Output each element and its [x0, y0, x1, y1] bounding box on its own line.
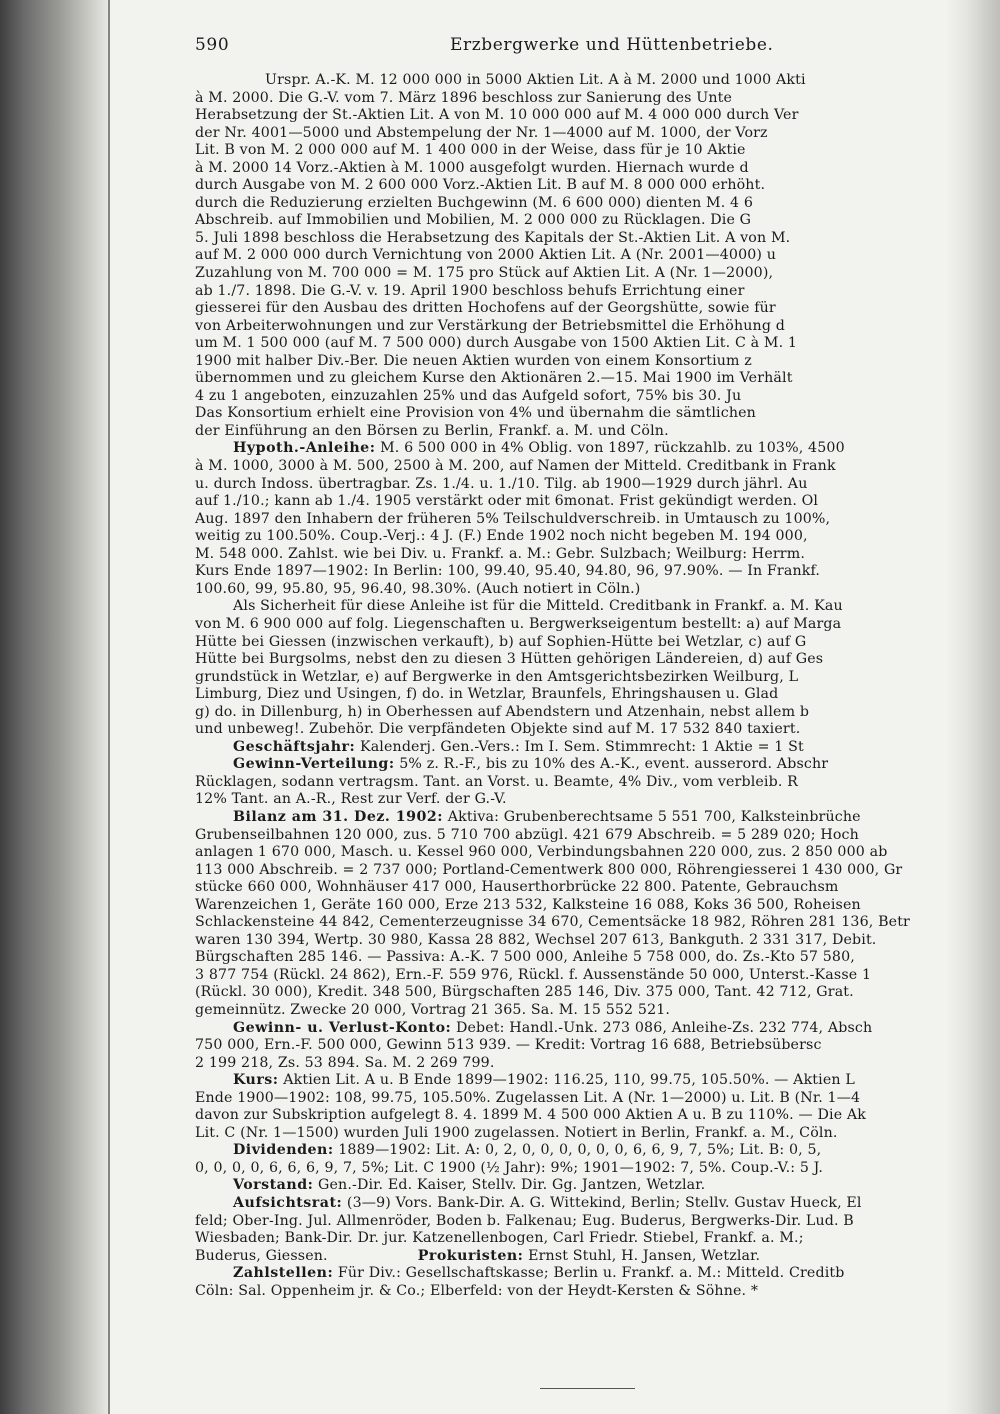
text-line: [195, 493, 985, 511]
line-text: um M. 1 500 000 (auf M. 7 500 000) durch Ausgabe von 1500 Aktien Lit. C à M. 1: [195, 335, 798, 352]
text-line: [195, 862, 985, 880]
text-line: [195, 1020, 985, 1038]
section-heading: Dividenden:: [233, 1142, 334, 1159]
text-line: [195, 651, 985, 669]
text-line: [195, 949, 985, 967]
text-line: [195, 984, 985, 1002]
text-line: [195, 791, 985, 809]
text-line: [195, 177, 985, 195]
line-text: Herabsetzung der St.-Aktien Lit. A von M. 10 000 000 auf M. 4 000 000 durch Ver: [195, 107, 799, 124]
text-line: [195, 125, 985, 143]
text-line: [195, 967, 985, 985]
text-line: [195, 1265, 985, 1283]
line-text: M. 6 500 000 in 4% Oblig. von 1897, rückzahlb. zu 103%, 4500: [375, 440, 845, 457]
section-heading: Aufsichtsrat:: [233, 1195, 343, 1211]
text-line: [195, 195, 985, 213]
line-text: Ende 1900—1902: 108, 99.75, 105.50%. Zugelassen Lit. A (Nr. 1—2000) u. Lit. B (Nr. 1—4: [195, 1089, 861, 1106]
text-line: [195, 476, 985, 494]
text-line: [195, 1142, 985, 1160]
line-text: Für Div.: Gesellschaftskasse; Berlin u. Frankf. a. M.: Mitteld. Creditb: [333, 1265, 845, 1282]
line-text: durch Ausgabe von M. 2 600 000 Vorz.-Aktien Lit. B auf M. 8 000 000 erhöht.: [195, 177, 766, 194]
line-text: von Arbeiterwohnungen und zur Verstärkung der Betriebsmittel die Erhöhung d: [195, 317, 785, 334]
text-line: [195, 90, 985, 108]
section-heading: Geschäftsjahr:: [233, 738, 356, 755]
section-heading: Zahlstellen:: [233, 1265, 334, 1282]
line-text: durch die Reduzierung erzielten Buchgewinn (M. 6 600 000) dienten M. 4 6: [195, 194, 754, 211]
text-line: [195, 370, 985, 388]
text-line: [195, 844, 985, 862]
line-text: Bürgschaften 285 146. — Passiva: A.-K. 7 500 000, Anleihe 5 758 000, do. Zs.-Kto 57 580,: [195, 949, 855, 966]
line-text: der Nr. 4001—5000 und Abstempelung der Nr. 1—4000 auf M. 1000, der Vorz: [195, 124, 768, 141]
text-line: [195, 686, 985, 704]
line-text: u. durch Indoss. übertragbar. Zs. 1./4. u. 1./10. Tilg. ab 1900—1929 durch jährl. Au: [195, 475, 808, 492]
text-line: [195, 756, 985, 774]
text-line: [195, 107, 985, 125]
line-text: Gen.-Dir. Ed. Kaiser, Stellv. Dir. Gg. Jantzen, Wetzlar.: [313, 1177, 706, 1194]
line-text: 2 199 218, Zs. 53 894. Sa. M. 2 269 799.: [195, 1054, 495, 1071]
text-line: [195, 1248, 985, 1266]
text-line: [195, 739, 985, 757]
line-text: waren 130 394, Wertp. 30 980, Kassa 28 882, Wechsel 207 613, Bankguth. 2 331 317, Debit.: [195, 931, 877, 948]
line-text: Wiesbaden; Bank-Dir. Dr. jur. Katzenellenbogen, Carl Friedr. Stiebel, Frankf. a. M.;: [195, 1230, 804, 1247]
line-text: übernommen und zu gleichem Kurse den Aktionären 2.—15. Mai 1900 im Verhält: [195, 370, 793, 387]
text-line: [195, 458, 985, 476]
line-text: Warenzeichen 1, Geräte 160 000, Erze 213 532, Kalksteine 16 088, Koks 36 500, Roheisen: [195, 896, 861, 913]
line-text: 1900 mit halber Div.-Ber. Die neuen Aktien wurden von einem Konsortium z: [195, 352, 752, 369]
line-text: ab 1./7. 1898. Die G.-V. v. 19. April 1900 beschloss behufs Errichtung einer: [195, 282, 745, 299]
section-heading: Vorstand:: [233, 1177, 314, 1194]
text-line: [195, 774, 985, 792]
text-line: [195, 827, 985, 845]
line-text: von M. 6 900 000 auf folg. Liegenschaften u. Bergwerkseigentum bestellt: a) auf Marga: [195, 615, 842, 632]
text-line: [195, 634, 985, 652]
line-text: feld; Ober-Ing. Jul. Allmenröder, Boden b. Falkenau; Eug. Buderus, Bergwerks-Dir. Lud. B: [195, 1212, 854, 1229]
page-number: 590: [195, 35, 230, 55]
text-line: [195, 423, 985, 441]
text-line: [195, 335, 985, 353]
text-line: [195, 1230, 985, 1248]
line-text: Schlackensteine 44 842, Cementerzeugnisse 34 670, Cementsäcke 18 982, Röhren 281 136, Betr: [195, 914, 910, 931]
line-text: Das Konsortium erhielt eine Provision von 4% und übernahm die sämtlichen: [195, 405, 756, 422]
line-text: 113 000 Abschreib. = 2 737 000; Portland-Cementwerk 800 000, Röhrengiesserei 1 430 000, Gr: [195, 861, 903, 878]
text-line: [195, 1160, 985, 1178]
text-line: [195, 598, 985, 616]
line-text: Hütte bei Giessen (inzwischen verkauft), b) auf Sophien-Hütte bei Wetzlar, c) auf G: [195, 633, 807, 650]
footer-rule: [540, 1388, 635, 1389]
line-text: Lit. B von M. 2 000 000 auf M. 1 400 000 in der Weise, dass für je 10 Aktie: [195, 142, 746, 159]
text-line: [195, 1195, 985, 1213]
line-text: 100.60, 99, 95.80, 95, 96.40, 98.30%. (Auch notiert in Cöln.): [195, 580, 641, 597]
body-text-block: [195, 72, 985, 1300]
line-text: Lit. C (Nr. 1—1500) wurden Juli 1900 zugelassen. Notiert in Berlin, Frankf. a. M., Cöln.: [195, 1124, 838, 1141]
text-line: [195, 511, 985, 529]
scan-gutter-shadow: [0, 0, 108, 1414]
text-line: [195, 1055, 985, 1073]
text-line: [195, 388, 985, 406]
text-line: [195, 1107, 985, 1125]
line-text: und unbeweg!. Zubehör. Die verpfändeten Objekte sind auf M. 17 532 840 taxiert.: [195, 721, 801, 738]
line-text: Aug. 1897 den Inhabern der früheren 5% Teilschuldverschreib. in Umtausch zu 100%,: [195, 510, 831, 527]
line-text: à M. 2000 14 Vorz.-Aktien à M. 1000 ausgefolgt wurden. Hiernach wurde d: [195, 159, 749, 176]
line-text: 5. Juli 1898 beschloss die Herabsetzung des Kapitals der St.-Aktien Lit. A von M.: [195, 229, 791, 246]
line-text: Kalenderj. Gen.-Vers.: Im I. Sem. Stimmrecht: 1 Aktie = 1 St: [355, 738, 804, 755]
line-text: Hütte bei Burgsolms, nebst den zu diesen 3 Hütten gehörigen Ländereien, d) auf Ges: [195, 651, 824, 668]
line-text: 4 zu 1 angeboten, einzuzahlen 25% und das Aufgeld sofort, 75% bis 30. Ju: [195, 387, 742, 404]
text-line: [195, 581, 985, 599]
text-line: [195, 72, 985, 90]
page-edge-line: [108, 0, 110, 1414]
text-line: [195, 1072, 985, 1090]
line-text: grundstück in Wetzlar, e) auf Bergwerke in den Amtsgerichtsbezirken Weilburg, L: [195, 668, 799, 685]
line-text: der Einführung an den Börsen zu Berlin, Frankf. a. M. und Cöln.: [195, 422, 669, 439]
text-line: [195, 160, 985, 178]
text-line: [195, 405, 985, 423]
line-text: Rücklagen, sodann vertragsm. Tant. an Vorst. u. Beamte, 4% Div., vom verbleib. R: [195, 773, 799, 790]
line-text: weitig zu 100.50%. Coup.-Verj.: 4 J. (F.) Ende 1902 noch nicht begeben M. 194 000,: [195, 528, 808, 545]
text-line: [195, 563, 985, 581]
running-title: Erzbergwerke und Hüttenbetriebe.: [450, 35, 774, 55]
line-text: 3 877 754 (Rückl. 24 862), Ern.-F. 559 976, Rückl. f. Aussenstände 50 000, Unterst.-Kasse 1: [195, 966, 872, 983]
page-header: [195, 35, 975, 59]
line-text: Grubenseilbahnen 120 000, zus. 5 710 700 abzügl. 421 679 Abschreib. = 5 289 020; Hoch: [195, 826, 859, 843]
text-line: [195, 897, 985, 915]
text-line: [195, 528, 985, 546]
line-text: Kurs Ende 1897—1902: In Berlin: 100, 99.40, 95.40, 94.80, 96, 97.90%. — In Frankf.: [195, 563, 821, 580]
text-line: [195, 318, 985, 336]
text-line: [195, 247, 985, 265]
line-text: giesserei für den Ausbau des dritten Hochofens auf der Georgshütte, sowie für: [195, 300, 776, 317]
line-text: 12% Tant. an A.-R., Rest zur Verf. der G.-V.: [195, 791, 507, 808]
line-text: auf M. 2 000 000 durch Vernichtung von 2000 Aktien Lit. A (Nr. 2001—4000) u: [195, 247, 777, 264]
line-text: Zuzahlung von M. 700 000 = M. 175 pro Stück auf Aktien Lit. A (Nr. 1—2000),: [195, 265, 774, 282]
section-heading: Gewinn- u. Verlust-Konto:: [233, 1019, 452, 1036]
text-line: [195, 212, 985, 230]
text-line: [195, 809, 985, 827]
text-line: [195, 1002, 985, 1020]
text-line: [195, 1037, 985, 1055]
line-text: 1889—1902: Lit. A: 0, 2, 0, 0, 0, 0, 0, 0, 6, 6, 9, 7, 5%; Lit. B: 0, 5,: [333, 1142, 822, 1159]
text-line: [195, 283, 985, 301]
line-text: Debet: Handl.-Unk. 273 086, Anleihe-Zs. 232 774, Absch: [451, 1019, 873, 1036]
line-text: anlagen 1 670 000, Masch. u. Kessel 960 000, Verbindungsbahnen 220 000, zus. 2 850 000 ab: [195, 844, 888, 861]
line-text: Limburg, Diez und Usingen, f) do. in Wetzlar, Braunfels, Ehringshausen u. Glad: [195, 686, 779, 703]
line-text: Ernst Stuhl, H. Jansen, Wetzlar.: [523, 1247, 761, 1264]
text-line: [195, 353, 985, 371]
text-line: [195, 440, 985, 458]
text-line: [195, 879, 985, 897]
text-line: [195, 230, 985, 248]
line-text: Urspr. A.-K. M. 12 000 000 in 5000 Aktien Lit. A à M. 2000 und 1000 Akti: [265, 72, 806, 88]
line-text: M. 548 000. Zahlst. wie bei Div. u. Frankf. a. M.: Gebr. Sulzbach; Weilburg: Herrm.: [195, 545, 805, 562]
line-text: à M. 1000, 3000 à M. 500, 2500 à M. 200, auf Namen der Mitteld. Creditbank in Frank: [195, 458, 836, 475]
section-heading: Prokuristen:: [417, 1247, 524, 1264]
text-line: [195, 300, 985, 318]
text-line: [195, 1125, 985, 1143]
section-heading: Hypoth.-Anleihe:: [233, 440, 376, 457]
text-line: [195, 616, 985, 634]
text-line: [195, 914, 985, 932]
section-heading: Gewinn-Verteilung:: [233, 756, 395, 773]
section-heading: Bilanz am 31. Dez. 1902:: [233, 808, 444, 825]
text-line: [195, 1283, 985, 1301]
text-line: [195, 546, 985, 564]
text-line: [195, 721, 985, 739]
line-text: stücke 660 000, Wohnhäuser 417 000, Hauserthorbrücke 22 800. Patente, Gebrauchsm: [195, 879, 839, 896]
line-text: Aktien Lit. A u. B Ende 1899—1902: 116.25, 110, 99.75, 105.50%. — Aktien L: [278, 1072, 855, 1089]
text-line: [195, 142, 985, 160]
line-text: Abschreib. auf Immobilien und Mobilien, M. 2 000 000 zu Rücklagen. Die G: [195, 212, 752, 229]
line-text: davon zur Subskription aufgelegt 8. 4. 1899 M. 4 500 000 Aktien A u. B zu 110%. — Die Ak: [195, 1107, 867, 1124]
text-line: [195, 704, 985, 722]
text-line: [195, 1090, 985, 1108]
line-text: (Rückl. 30 000), Kredit. 348 500, Bürgschaften 285 146, Div. 375 000, Tant. 42 712, Grat.: [195, 984, 854, 1001]
line-text: 5% z. R.-F., bis zu 10% des A.-K., event. ausserord. Abschr: [394, 756, 829, 773]
section-heading: Kurs:: [233, 1072, 279, 1089]
text-line: [195, 1213, 985, 1231]
text-line: [195, 265, 985, 283]
line-text: à M. 2000. Die G.-V. vom 7. März 1896 beschloss zur Sanierung des Unte: [195, 89, 733, 106]
line-text: Aktiva: Grubenberechtsame 5 551 700, Kalksteinbrüche: [443, 808, 861, 825]
line-text: Buderus, Giessen.: [195, 1247, 328, 1264]
line-text: gemeinnütz. Zwecke 20 000, Vortrag 21 365. Sa. M. 15 552 521.: [195, 1001, 671, 1018]
text-line: [195, 669, 985, 687]
line-text: Cöln: Sal. Oppenheim jr. & Co.; Elberfeld: von der Heydt-Kersten & Söhne. *: [195, 1282, 759, 1299]
line-text: g) do. in Dillenburg, h) in Oberhessen auf Abendstern und Atzenhain, nebst allem b: [195, 703, 810, 720]
line-text: 0, 0, 0, 0, 6, 6, 6, 9, 7, 5%; Lit. C 1900 (½ Jahr): 9%; 1901—1902: 7, 5%. Coup.-V.: 5 J.: [195, 1159, 824, 1176]
line-text: (3—9) Vors. Bank-Dir. A. G. Wittekind, Berlin; Stellv. Gustav Hueck, El: [342, 1195, 862, 1211]
line-text: 750 000, Ern.-F. 500 000, Gewinn 513 939. — Kredit: Vortrag 16 688, Betriebsübersc: [195, 1037, 822, 1054]
text-line: [195, 1177, 985, 1195]
line-text: auf 1./10.; kann ab 1./4. 1905 verstärkt oder mit 6monat. Frist gekündigt werden. Ol: [195, 493, 819, 510]
line-text: Als Sicherheit für diese Anleihe ist für die Mitteld. Creditbank in Frankf. a. M. Kau: [233, 598, 843, 615]
text-line: [195, 932, 985, 950]
